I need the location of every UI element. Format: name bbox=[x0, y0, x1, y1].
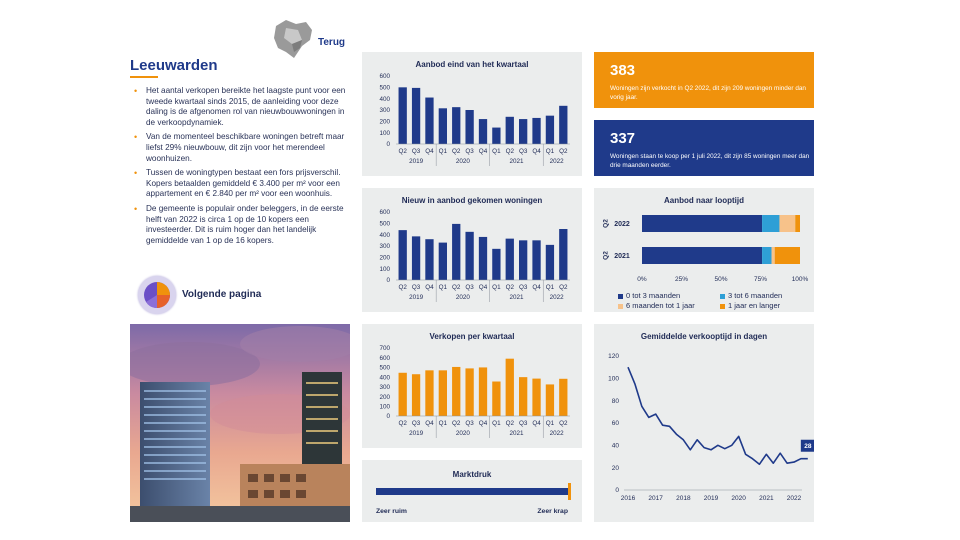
chart-title: Gemiddelde verkooptijd in dagen bbox=[640, 332, 768, 341]
y-tick-label: 200 bbox=[379, 254, 390, 262]
bar bbox=[439, 108, 447, 144]
year-label: 2020 bbox=[455, 158, 470, 165]
stacked-bar-chart-looptijd bbox=[594, 188, 814, 288]
y-tick-label: 100 bbox=[608, 375, 619, 383]
bar bbox=[506, 239, 514, 280]
y-tick-label: 0 bbox=[386, 277, 390, 285]
y-tick-label: 600 bbox=[379, 209, 390, 217]
bar bbox=[559, 379, 567, 416]
year-label: 2020 bbox=[455, 294, 470, 301]
bullet-item: • Het aantal verkopen bereikte het laagste punt voor een tweede kwartaal sinds 2015, de aanleiding voor deze daling is de afgenomen rol van nieuwbouwwoningen in de verkoopdynamiek. bbox=[134, 86, 346, 127]
x-tick-label: Q1 bbox=[438, 420, 448, 427]
stacked-bar-segment bbox=[762, 247, 771, 264]
chart-panel-verkopen bbox=[362, 324, 582, 448]
y-tick-label: 100 bbox=[379, 403, 390, 411]
page-title: Leeuwarden bbox=[130, 57, 218, 74]
bar bbox=[519, 377, 527, 416]
chart-title: Nieuw in aanbod gekomen woningen bbox=[401, 196, 543, 205]
year-label: 2019 bbox=[409, 158, 424, 165]
next-page-label[interactable]: Volgende pagina bbox=[182, 289, 262, 300]
year-label: 2019 bbox=[409, 294, 424, 301]
y-tick-label: 0 bbox=[386, 141, 390, 149]
bar-chart-aanbod bbox=[362, 52, 582, 176]
kpi-for-sale-value: 337 bbox=[610, 130, 636, 147]
bar bbox=[465, 232, 473, 280]
category-prefix: Q2 bbox=[602, 219, 610, 228]
x-tick-label: Q3 bbox=[411, 148, 421, 155]
bar bbox=[492, 249, 500, 280]
bar bbox=[465, 368, 473, 416]
year-label: 2021 bbox=[509, 430, 524, 437]
y-tick-label: 400 bbox=[379, 231, 390, 239]
bar bbox=[532, 118, 540, 144]
chart-panel-aanbod bbox=[362, 52, 582, 176]
bar bbox=[399, 87, 407, 144]
bar bbox=[492, 382, 500, 416]
bar bbox=[425, 239, 433, 280]
x-tick-label: 50% bbox=[714, 276, 728, 283]
bar bbox=[479, 237, 487, 280]
bar bbox=[412, 374, 420, 416]
chart-title: Aanbod eind van het kwartaal bbox=[415, 60, 529, 69]
bar bbox=[439, 370, 447, 416]
bar bbox=[452, 107, 460, 144]
x-tick-label: Q1 bbox=[438, 148, 448, 155]
x-tick-label: 100% bbox=[791, 276, 809, 283]
y-tick-label: 400 bbox=[379, 374, 390, 382]
bar bbox=[519, 119, 527, 144]
y-tick-label: 100 bbox=[379, 129, 390, 137]
legend-item: 1 jaar en langer bbox=[720, 301, 780, 310]
bar bbox=[452, 224, 460, 280]
x-tick-label: Q2 bbox=[505, 284, 514, 291]
legend-swatch bbox=[720, 294, 725, 299]
legend-swatch bbox=[720, 304, 725, 309]
chart-panel-verkooptijd bbox=[594, 324, 814, 522]
bullet-item: • De gemeente is populair onder beleggers, in de eerste helft van 2022 is circa 1 op de 10 kopers een investeerder. Dit is ruim hoger dan het landelijk gemiddelde van 1 op de 16 kopers. bbox=[134, 203, 344, 245]
legend-item: 0 tot 3 maanden bbox=[618, 291, 680, 300]
kpi-for-sale-text: Woningen staan te koop per 1 juli 2022, dit zijn 85 woningen meer dan drie maanden eerder. bbox=[610, 153, 810, 169]
city-photo bbox=[130, 324, 350, 522]
x-tick-label: Q1 bbox=[545, 284, 555, 291]
market-marker bbox=[568, 483, 571, 500]
market-left-label: Zeer ruim bbox=[376, 508, 407, 515]
x-tick-label: 2020 bbox=[731, 495, 746, 502]
year-label: 2019 bbox=[409, 430, 424, 437]
y-tick-label: 500 bbox=[379, 364, 390, 372]
x-tick-label: Q2 bbox=[559, 148, 568, 155]
x-tick-label: Q4 bbox=[532, 148, 541, 155]
y-tick-label: 500 bbox=[379, 220, 390, 228]
chart-title: Verkopen per kwartaal bbox=[429, 332, 515, 341]
bar bbox=[532, 379, 540, 416]
bar bbox=[532, 240, 540, 280]
x-tick-label: 2017 bbox=[648, 495, 663, 502]
x-tick-label: 2021 bbox=[759, 495, 774, 502]
bar bbox=[546, 116, 554, 144]
x-tick-label: Q2 bbox=[559, 284, 568, 291]
kpi-sold bbox=[594, 52, 814, 108]
market-title: Marktdruk bbox=[452, 470, 492, 479]
title-underline bbox=[130, 76, 158, 78]
bullet-list bbox=[132, 86, 350, 250]
bar bbox=[399, 373, 407, 416]
x-tick-label: Q4 bbox=[532, 284, 541, 291]
bar bbox=[479, 367, 487, 416]
category-label: 2022 bbox=[614, 221, 630, 228]
x-tick-label: 2016 bbox=[620, 495, 636, 502]
bar bbox=[492, 128, 500, 144]
y-tick-label: 600 bbox=[379, 354, 390, 362]
y-tick-label: 200 bbox=[379, 393, 390, 401]
bar bbox=[479, 119, 487, 144]
market-right-label: Zeer krap bbox=[537, 508, 568, 515]
kpi-sold-value: 383 bbox=[610, 62, 636, 79]
x-tick-label: Q1 bbox=[492, 284, 501, 291]
x-tick-label: Q2 bbox=[398, 420, 407, 427]
y-tick-label: 60 bbox=[611, 420, 619, 428]
x-tick-label: Q2 bbox=[559, 420, 568, 427]
legend-item: 3 tot 6 maanden bbox=[720, 291, 782, 300]
bar bbox=[425, 98, 433, 144]
x-tick-label: Q4 bbox=[425, 148, 434, 155]
x-tick-label: Q4 bbox=[532, 420, 541, 427]
year-label: 2022 bbox=[549, 430, 564, 437]
y-tick-label: 0 bbox=[615, 487, 619, 495]
x-tick-label: Q1 bbox=[492, 420, 501, 427]
bar bbox=[412, 236, 420, 280]
back-link[interactable]: Terug bbox=[318, 37, 346, 48]
x-tick-label: 75% bbox=[753, 276, 768, 283]
x-tick-label: 25% bbox=[674, 276, 689, 283]
x-tick-label: Q2 bbox=[452, 284, 461, 291]
last-value-label: 28 bbox=[804, 443, 812, 451]
stacked-bar-segment bbox=[642, 247, 762, 264]
bar bbox=[425, 370, 433, 416]
x-tick-label: Q1 bbox=[545, 420, 555, 427]
bar bbox=[506, 359, 514, 416]
stacked-bar-segment bbox=[775, 247, 800, 264]
x-tick-label: Q3 bbox=[518, 420, 528, 427]
x-tick-label: Q3 bbox=[518, 148, 528, 155]
year-label: 2021 bbox=[509, 294, 524, 301]
bullet-item: • Van de momenteel beschikbare woningen betreft maar liefst 29% nieuwbouw, dit zijn voor het merendeel woonhuizen. bbox=[134, 132, 345, 163]
y-tick-label: 80 bbox=[611, 397, 619, 405]
stacked-bar-segment bbox=[772, 247, 775, 264]
stacked-bar-segment bbox=[762, 215, 779, 232]
x-tick-label: Q1 bbox=[545, 148, 555, 155]
bullet-item: • Tussen de woningtypen bestaat een fors prijsverschil. Kopers betaalden gemiddeld € 3.400 per m² voor een appartement en € 2.840 per m² voor een woonhuis. bbox=[134, 168, 341, 199]
line-chart-verkooptijd bbox=[594, 324, 814, 522]
y-tick-label: 500 bbox=[379, 84, 390, 92]
year-label: 2022 bbox=[549, 158, 564, 165]
stacked-bar-segment bbox=[779, 215, 795, 232]
bar bbox=[546, 384, 554, 416]
bar bbox=[439, 243, 447, 280]
legend-swatch bbox=[618, 294, 623, 299]
bar bbox=[465, 110, 473, 144]
y-tick-label: 120 bbox=[608, 353, 619, 361]
bar bbox=[559, 229, 567, 280]
y-tick-label: 40 bbox=[611, 442, 619, 450]
x-tick-label: Q2 bbox=[452, 420, 461, 427]
y-tick-label: 300 bbox=[379, 243, 390, 251]
bar-chart-verkopen bbox=[362, 324, 582, 448]
x-tick-label: Q2 bbox=[452, 148, 461, 155]
bar bbox=[519, 240, 527, 280]
y-tick-label: 600 bbox=[379, 73, 390, 81]
stacked-bar-segment bbox=[642, 215, 762, 232]
x-tick-label: Q4 bbox=[425, 420, 434, 427]
chart-title: Aanbod naar looptijd bbox=[664, 196, 744, 205]
year-label: 2021 bbox=[509, 158, 524, 165]
y-tick-label: 400 bbox=[379, 95, 390, 103]
y-tick-label: 100 bbox=[379, 265, 390, 273]
x-tick-label: Q1 bbox=[492, 148, 501, 155]
bar bbox=[546, 245, 554, 280]
x-tick-label: 2022 bbox=[786, 495, 802, 502]
x-tick-label: 2019 bbox=[703, 495, 719, 502]
x-tick-label: Q4 bbox=[478, 420, 488, 427]
x-tick-label: Q4 bbox=[478, 148, 488, 155]
category-prefix: Q2 bbox=[602, 251, 610, 260]
year-label: 2020 bbox=[455, 430, 470, 437]
bar bbox=[399, 230, 407, 280]
bar bbox=[452, 367, 460, 416]
x-tick-label: Q3 bbox=[465, 420, 474, 427]
category-label: 2021 bbox=[614, 253, 630, 260]
y-tick-label: 0 bbox=[386, 413, 390, 421]
y-tick-label: 200 bbox=[379, 118, 390, 126]
x-tick-label: Q3 bbox=[465, 148, 474, 155]
pie-icon bbox=[138, 276, 176, 314]
x-tick-label: Q2 bbox=[398, 284, 407, 291]
stacked-bar-segment bbox=[795, 215, 800, 232]
x-tick-label: Q1 bbox=[438, 284, 448, 291]
chart-panel-looptijd bbox=[594, 188, 814, 312]
x-tick-label: Q2 bbox=[505, 148, 514, 155]
legend-swatch bbox=[618, 304, 623, 309]
market-track bbox=[376, 488, 570, 495]
x-tick-label: Q2 bbox=[505, 420, 514, 427]
x-tick-label: Q3 bbox=[518, 284, 528, 291]
bar bbox=[506, 117, 514, 144]
x-tick-label: Q3 bbox=[465, 284, 474, 291]
x-tick-label: Q3 bbox=[411, 284, 421, 291]
bar bbox=[559, 106, 567, 144]
region-map-icon[interactable] bbox=[272, 18, 316, 60]
x-tick-label: Q4 bbox=[478, 284, 488, 291]
y-tick-label: 20 bbox=[611, 464, 619, 472]
legend-item: 6 maanden tot 1 jaar bbox=[618, 301, 695, 310]
bar bbox=[412, 88, 420, 144]
kpi-for-sale bbox=[594, 120, 814, 176]
x-tick-label: 0% bbox=[637, 276, 647, 283]
year-label: 2022 bbox=[549, 294, 564, 301]
bar-chart-nieuw bbox=[362, 188, 582, 312]
kpi-sold-text: Woningen zijn verkocht in Q2 2022, dit zijn 209 woningen minder dan vorig jaar. bbox=[610, 85, 806, 101]
series-line bbox=[628, 367, 808, 464]
x-tick-label: Q2 bbox=[398, 148, 407, 155]
y-tick-label: 700 bbox=[379, 345, 390, 353]
chart-panel-nieuw bbox=[362, 188, 582, 312]
y-tick-label: 300 bbox=[379, 384, 390, 392]
y-tick-label: 300 bbox=[379, 107, 390, 115]
x-tick-label: Q4 bbox=[425, 284, 434, 291]
market-pressure-panel bbox=[362, 460, 582, 522]
x-tick-label: Q3 bbox=[411, 420, 421, 427]
next-page-button[interactable] bbox=[138, 276, 288, 314]
x-tick-label: 2018 bbox=[676, 495, 691, 502]
